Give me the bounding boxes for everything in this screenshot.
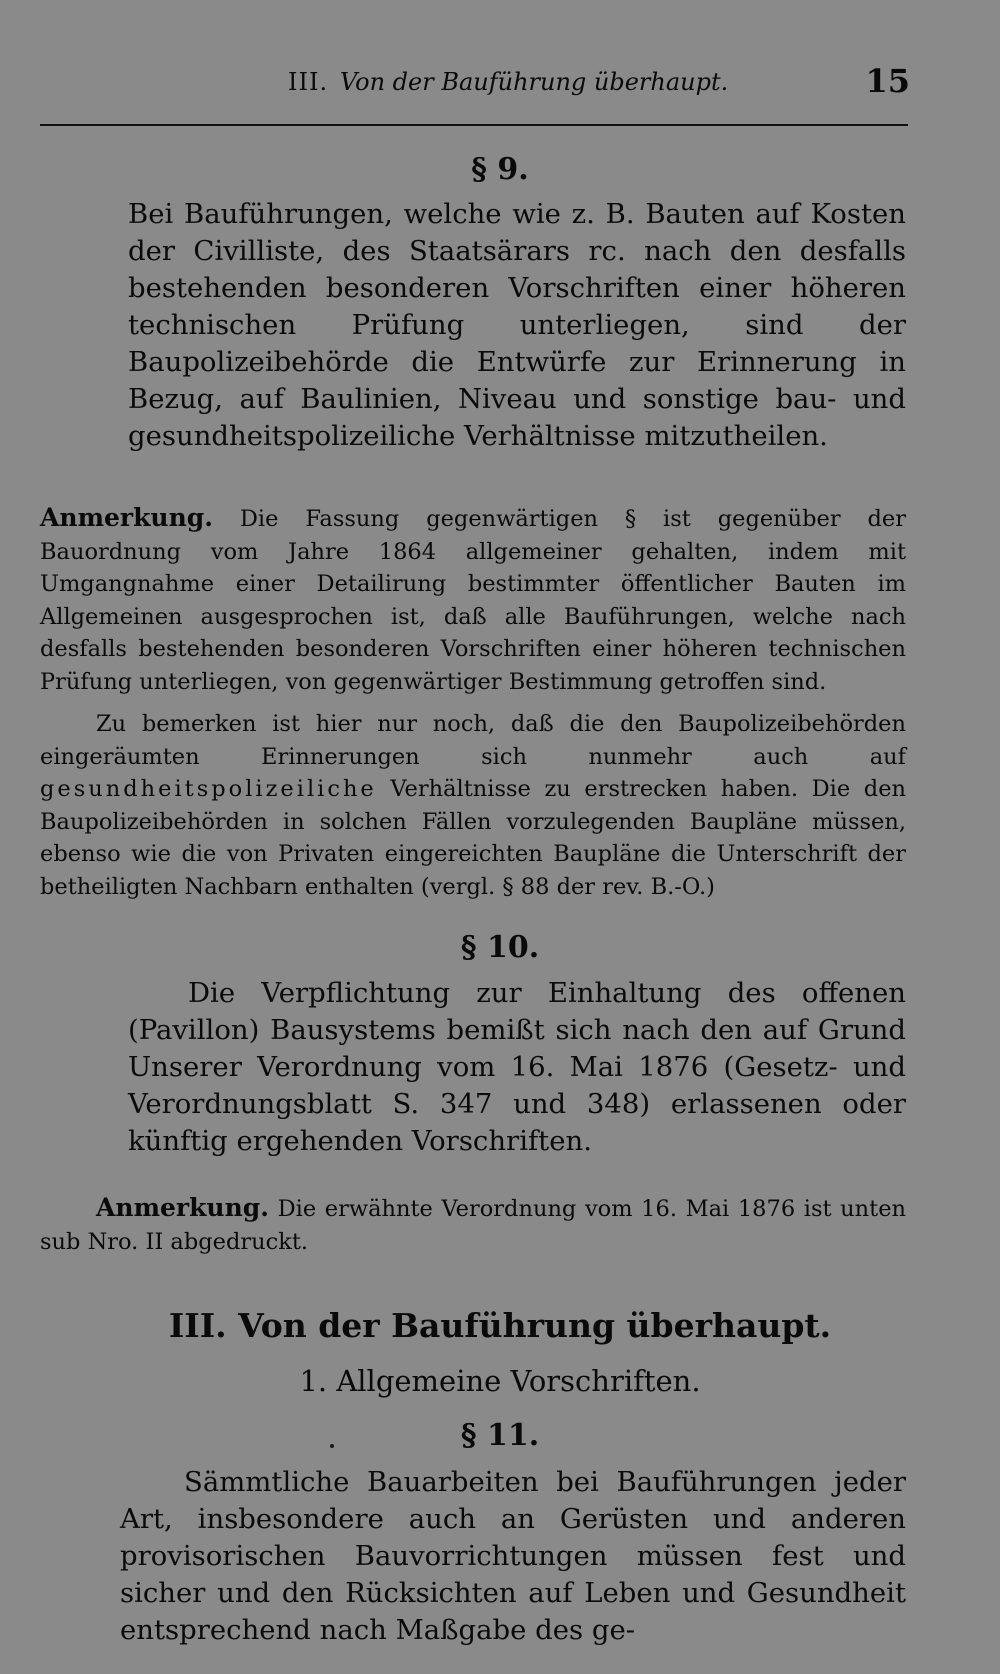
section-9-note2-before: Zu bemerken ist hier nur noch, daß die den Baupolizeibehörden eingeräumten Erinnerungen sich nunmehr auch auf xyxy=(40,711,906,770)
section-11-heading: § 11. xyxy=(460,1418,540,1453)
header-rule xyxy=(40,124,908,126)
section-11-text: Sämmtliche Bauarbeiten bei Bauführungen jeder Art, insbesondere auch an Gerüsten und anderen provisorischen Bauvorrichtungen müssen fest und sicher und den Rücksichten auf Leben und Gesundheit entsprechend nach Maßgabe des ge- xyxy=(120,1466,906,1646)
section-9-note-text: Die Fassung gegenwärtigen § ist gegenüber der Bauordnung vom Jahre 1864 allgemeiner gehalten, indem mit Umgangnahme einer Detailirung bestimmter öffentlicher Bauten im Allgemeinen ausgesprochen ist, daß alle Bauführungen, welche nach desfalls bestehenden besonderen Vorschriften einer höheren technischen Prüfung unterliegen, von gegenwärtiger Bestimmung getroffen sind. xyxy=(40,506,906,695)
section-9-note-continued xyxy=(40,708,906,903)
chapter-heading: III. Von der Bauführung überhaupt. xyxy=(168,1306,832,1345)
running-head xyxy=(40,62,910,106)
section-9-text: Bei Bauführungen, welche wie z. B. Bauten auf Kosten der Civilliste, des Staatsärars rc. nach den desfalls bestehenden besonderen Vorschriften einer höheren technischen Prüfung unterliegen, sind der Baupolizeibehörde die Entwürfe zur Erinnerung in Bezug, auf Baulinien, Niveau und sonstige bau- und gesundheitspolizeiliche Verhältnisse mitzutheilen. xyxy=(128,198,906,452)
section-10-heading: § 10. xyxy=(460,930,540,965)
section-9-note xyxy=(40,502,906,698)
running-head-chapter: III. xyxy=(288,68,329,96)
section-9-note2-after: Verhältnisse zu erstrecken haben. Die den Baupolizeibehörden in solchen Fällen vorzulegenden Baupläne müssen, ebenso wie die von Privaten eingereichten Baupläne die Unterschrift der betheiligten Nachbarn enthalten (vergl. § 88 der rev. B.-O.) xyxy=(40,776,906,900)
section-9-heading: § 9. xyxy=(471,152,529,187)
running-head-title: Von der Bauführung überhaupt. xyxy=(340,68,729,96)
section-9-note-label: Anmerkung. xyxy=(40,503,213,532)
section-10-text: Die Verpflichtung zur Einhaltung des offenen (Pavillon) Bausystems bemißt sich nach den auf Grund Unserer Verordnung vom 16. Mai 1876 (Gesetz- und Verordnungsblatt S. 347 und 348) erlassenen oder künftig ergehenden Vorschriften. xyxy=(128,977,906,1157)
section-10-note-label: Anmerkung. xyxy=(96,1193,269,1222)
chapter-subheading: 1. Allgemeine Vorschriften. xyxy=(299,1364,701,1398)
page-number: 15 xyxy=(865,62,910,100)
section-9-note2-spaced: gesundheitspolizeiliche xyxy=(40,776,377,802)
section-10-note xyxy=(40,1192,906,1258)
print-speck xyxy=(330,1444,334,1448)
section-10-note-text: Die erwähnte Verordnung vom 16. Mai 1876 ist unten sub Nro. II abgedruckt. xyxy=(40,1196,907,1255)
